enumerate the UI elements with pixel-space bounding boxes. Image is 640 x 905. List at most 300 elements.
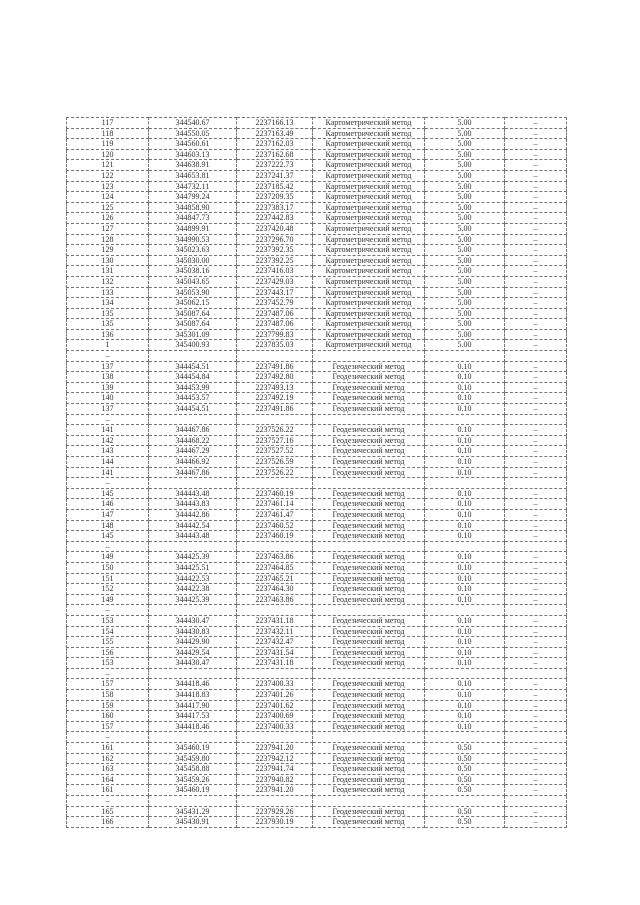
table-row [67,764,567,775]
description-cell: – [505,160,567,171]
description-cell: – [505,118,567,129]
x-coordinate-cell: 344454.51 [149,404,237,415]
x-coordinate-cell: 345062.15 [149,298,237,309]
point-number-cell: 145 [67,531,149,542]
y-coordinate-cell [237,478,313,489]
table-row [67,287,567,298]
point-number-cell: 126 [67,213,149,224]
accuracy-cell: 5.00 [425,223,505,234]
x-coordinate-cell: 344443.48 [149,531,237,542]
x-coordinate-cell [149,478,237,489]
y-coordinate-cell: 2237431.54 [237,647,313,658]
point-number-cell: 162 [67,753,149,764]
x-coordinate-cell: 345030.00 [149,255,237,266]
x-coordinate-cell: 344418.46 [149,679,237,690]
x-coordinate-cell: 344990.53 [149,234,237,245]
description-cell: – [505,170,567,181]
determination-method-cell [313,478,425,489]
y-coordinate-cell: 2237460.19 [237,531,313,542]
x-coordinate-cell: 345459.80 [149,753,237,764]
determination-method-cell: Геодезический метод [313,594,425,605]
table-row [67,467,567,478]
y-coordinate-cell: 2237526.22 [237,425,313,436]
y-coordinate-cell: 2237162.68 [237,149,313,160]
y-coordinate-cell: 2237392.25 [237,255,313,266]
determination-method-cell: Геодезический метод [313,774,425,785]
point-number-cell: – [67,796,149,807]
determination-method-cell: Геодезический метод [313,531,425,542]
x-coordinate-cell: 344453.99 [149,382,237,393]
description-cell: – [505,234,567,245]
description-cell: – [505,690,567,701]
point-number-cell: 136 [67,329,149,340]
x-coordinate-cell [149,732,237,743]
description-cell: – [505,785,567,796]
description-cell [505,796,567,807]
x-coordinate-cell: 344442.86 [149,509,237,520]
point-number-cell: 153 [67,658,149,669]
table-row [67,382,567,393]
table-row [67,817,567,828]
table-row [67,721,567,732]
y-coordinate-cell: 2237431.18 [237,658,313,669]
determination-method-cell: Геодезический метод [313,404,425,415]
table-row [67,478,567,489]
y-coordinate-cell: 2237464.30 [237,584,313,595]
description-cell: – [505,531,567,542]
determination-method-cell: Геодезический метод [313,743,425,754]
accuracy-cell: 0.10 [425,690,505,701]
point-number-cell: – [67,351,149,362]
table-row [67,658,567,669]
accuracy-cell: 0.10 [425,584,505,595]
accuracy-cell: 0.10 [425,361,505,372]
point-number-cell: 155 [67,637,149,648]
x-coordinate-cell: 344443.48 [149,488,237,499]
accuracy-cell: 0.10 [425,647,505,658]
y-coordinate-cell: 2237527.52 [237,446,313,457]
point-number-cell: 140 [67,393,149,404]
accuracy-cell: 0.10 [425,404,505,415]
accuracy-cell [425,541,505,552]
y-coordinate-cell: 2237222.73 [237,160,313,171]
y-coordinate-cell: 2237166.13 [237,118,313,129]
description-cell: – [505,202,567,213]
y-coordinate-cell: 2237941.74 [237,764,313,775]
x-coordinate-cell: 345430.91 [149,817,237,828]
description-cell: – [505,255,567,266]
point-number-cell: 156 [67,647,149,658]
description-cell: – [505,594,567,605]
determination-method-cell: Картометрический метод [313,213,425,224]
y-coordinate-cell: 2237526.59 [237,457,313,468]
accuracy-cell: 5.00 [425,308,505,319]
table-row [67,435,567,446]
determination-method-cell: Геодезический метод [313,679,425,690]
accuracy-cell: 5.00 [425,329,505,340]
y-coordinate-cell: 2237400.69 [237,711,313,722]
x-coordinate-cell [149,796,237,807]
point-number-cell: 158 [67,690,149,701]
determination-method-cell: Геодезический метод [313,499,425,510]
point-number-cell: 146 [67,499,149,510]
y-coordinate-cell: 2237492.19 [237,393,313,404]
description-cell: – [505,181,567,192]
description-cell: – [505,753,567,764]
point-number-cell: 123 [67,181,149,192]
accuracy-cell: 0.10 [425,435,505,446]
point-number-cell: 132 [67,276,149,287]
x-coordinate-cell: 344417.90 [149,700,237,711]
x-coordinate-cell: 344550.05 [149,128,237,139]
y-coordinate-cell: 2237400.33 [237,679,313,690]
point-number-cell: 166 [67,817,149,828]
x-coordinate-cell [149,605,237,616]
point-number-cell: 137 [67,404,149,415]
accuracy-cell: 0.10 [425,457,505,468]
point-number-cell: 153 [67,615,149,626]
y-coordinate-cell: 2237799.83 [237,329,313,340]
determination-method-cell: Геодезический метод [313,700,425,711]
y-coordinate-cell: 2237487.06 [237,319,313,330]
determination-method-cell: Картометрический метод [313,287,425,298]
x-coordinate-cell: 345459.26 [149,774,237,785]
determination-method-cell: Геодезический метод [313,446,425,457]
determination-method-cell: Геодезический метод [313,425,425,436]
x-coordinate-cell: 344425.39 [149,552,237,563]
point-number-cell: 161 [67,743,149,754]
determination-method-cell: Картометрический метод [313,234,425,245]
x-coordinate-cell [149,414,237,425]
y-coordinate-cell: 2237401.26 [237,690,313,701]
accuracy-cell: 5.00 [425,181,505,192]
description-cell: – [505,721,567,732]
point-number-cell: – [67,414,149,425]
point-number-cell: 141 [67,425,149,436]
accuracy-cell: 0.10 [425,467,505,478]
y-coordinate-cell: 2237392.35 [237,245,313,256]
determination-method-cell: Геодезический метод [313,361,425,372]
point-number-cell: 151 [67,573,149,584]
accuracy-cell [425,414,505,425]
description-cell: – [505,817,567,828]
description-cell: – [505,520,567,531]
determination-method-cell: Картометрический метод [313,160,425,171]
point-number-cell: 164 [67,774,149,785]
table-row [67,223,567,234]
table-row [67,213,567,224]
table-row [67,615,567,626]
point-number-cell: 131 [67,266,149,277]
determination-method-cell: Геодезический метод [313,626,425,637]
table-row [67,509,567,520]
point-number-cell: 133 [67,287,149,298]
determination-method-cell: Картометрический метод [313,329,425,340]
table-row [67,181,567,192]
point-number-cell: – [67,668,149,679]
y-coordinate-cell: 2237432.47 [237,637,313,648]
point-number-cell: 127 [67,223,149,234]
description-cell: – [505,700,567,711]
accuracy-cell: 0.10 [425,573,505,584]
point-number-cell: 117 [67,118,149,129]
description-cell [505,732,567,743]
x-coordinate-cell: 344453.57 [149,393,237,404]
x-coordinate-cell: 345023.63 [149,245,237,256]
point-number-cell: 147 [67,509,149,520]
point-number-cell: 165 [67,806,149,817]
accuracy-cell: 5.00 [425,170,505,181]
determination-method-cell: Геодезический метод [313,393,425,404]
point-number-cell: 1 [67,340,149,351]
y-coordinate-cell: 2237209.35 [237,192,313,203]
determination-method-cell: Картометрический метод [313,170,425,181]
determination-method-cell: Картометрический метод [313,223,425,234]
description-cell: – [505,509,567,520]
accuracy-cell: 0.10 [425,594,505,605]
y-coordinate-cell: 2237420.48 [237,223,313,234]
description-cell: – [505,562,567,573]
accuracy-cell: 0.50 [425,743,505,754]
determination-method-cell [313,414,425,425]
description-cell [505,351,567,362]
x-coordinate-cell: 345301.09 [149,329,237,340]
table-row [67,785,567,796]
description-cell: – [505,298,567,309]
determination-method-cell: Геодезический метод [313,467,425,478]
x-coordinate-cell: 344638.91 [149,160,237,171]
table-row [67,298,567,309]
x-coordinate-cell: 345043.65 [149,276,237,287]
accuracy-cell: 0.50 [425,785,505,796]
table-row [67,626,567,637]
description-cell: – [505,308,567,319]
determination-method-cell: Геодезический метод [313,806,425,817]
point-number-cell: 128 [67,234,149,245]
table-row [67,488,567,499]
table-row [67,160,567,171]
x-coordinate-cell: 344418.46 [149,721,237,732]
table-row [67,340,567,351]
determination-method-cell: Картометрический метод [313,118,425,129]
point-number-cell: – [67,605,149,616]
determination-method-cell: Картометрический метод [313,255,425,266]
point-number-cell: 161 [67,785,149,796]
x-coordinate-cell: 344442.54 [149,520,237,531]
table-row [67,520,567,531]
accuracy-cell: 5.00 [425,128,505,139]
accuracy-cell: 0.10 [425,531,505,542]
description-cell: – [505,213,567,224]
table-row [67,605,567,616]
table-row [67,446,567,457]
accuracy-cell: 5.00 [425,298,505,309]
table-row [67,774,567,785]
point-number-cell: – [67,541,149,552]
table-row [67,372,567,383]
y-coordinate-cell: 2237429.03 [237,276,313,287]
accuracy-cell [425,668,505,679]
determination-method-cell: Картометрический метод [313,340,425,351]
determination-method-cell: Картометрический метод [313,276,425,287]
y-coordinate-cell: 2237432.11 [237,626,313,637]
point-number-cell: 144 [67,457,149,468]
determination-method-cell: Геодезический метод [313,584,425,595]
point-number-cell: 148 [67,520,149,531]
y-coordinate-cell: 2237163.49 [237,128,313,139]
description-cell: – [505,457,567,468]
table-row [67,425,567,436]
accuracy-cell: 5.00 [425,287,505,298]
point-number-cell: 122 [67,170,149,181]
description-cell: – [505,626,567,637]
accuracy-cell: 5.00 [425,118,505,129]
point-number-cell: 130 [67,255,149,266]
x-coordinate-cell [149,351,237,362]
determination-method-cell [313,668,425,679]
determination-method-cell: Картометрический метод [313,192,425,203]
determination-method-cell: Геодезический метод [313,690,425,701]
determination-method-cell: Геодезический метод [313,711,425,722]
point-number-cell: 125 [67,202,149,213]
x-coordinate-cell: 345053.90 [149,287,237,298]
x-coordinate-cell: 345460.19 [149,785,237,796]
determination-method-cell: Картометрический метод [313,266,425,277]
x-coordinate-cell: 345400.93 [149,340,237,351]
table-row [67,192,567,203]
x-coordinate-cell: 344429.54 [149,647,237,658]
accuracy-cell: 0.10 [425,509,505,520]
y-coordinate-cell: 2237942.12 [237,753,313,764]
point-number-cell: 129 [67,245,149,256]
determination-method-cell: Геодезический метод [313,562,425,573]
accuracy-cell: 0.10 [425,721,505,732]
description-cell: – [505,372,567,383]
y-coordinate-cell: 2237185.42 [237,181,313,192]
x-coordinate-cell: 344653.81 [149,170,237,181]
description-cell: – [505,223,567,234]
x-coordinate-cell: 344430.47 [149,658,237,669]
x-coordinate-cell: 344430.47 [149,615,237,626]
point-number-cell: 154 [67,626,149,637]
document-page [66,117,566,828]
x-coordinate-cell: 344417.53 [149,711,237,722]
accuracy-cell: 0.10 [425,626,505,637]
table-row [67,732,567,743]
description-cell: – [505,743,567,754]
y-coordinate-cell: 2237491.86 [237,361,313,372]
y-coordinate-cell: 2237487.06 [237,308,313,319]
y-coordinate-cell [237,796,313,807]
table-row [67,700,567,711]
determination-method-cell: Геодезический метод [313,615,425,626]
accuracy-cell: 5.00 [425,139,505,150]
x-coordinate-cell: 344858.90 [149,202,237,213]
table-row [67,562,567,573]
x-coordinate-cell: 344418.83 [149,690,237,701]
x-coordinate-cell: 344467.86 [149,467,237,478]
table-row [67,594,567,605]
accuracy-cell: 0.10 [425,488,505,499]
table-row [67,711,567,722]
description-cell: – [505,552,567,563]
determination-method-cell [313,605,425,616]
point-number-cell: 142 [67,435,149,446]
point-number-cell: – [67,478,149,489]
y-coordinate-cell: 2237460.52 [237,520,313,531]
accuracy-cell [425,732,505,743]
table-row [67,573,567,584]
y-coordinate-cell: 2237416.03 [237,266,313,277]
accuracy-cell [425,351,505,362]
description-cell: – [505,329,567,340]
table-row [67,668,567,679]
x-coordinate-cell: 344454.84 [149,372,237,383]
table-row [67,541,567,552]
accuracy-cell: 0.10 [425,382,505,393]
description-cell: – [505,615,567,626]
accuracy-cell: 5.00 [425,234,505,245]
point-number-cell: 163 [67,764,149,775]
description-cell: – [505,382,567,393]
description-cell: – [505,149,567,160]
accuracy-cell: 0.10 [425,615,505,626]
point-number-cell: – [67,732,149,743]
accuracy-cell: 0.10 [425,552,505,563]
description-cell: – [505,806,567,817]
y-coordinate-cell: 2237940.82 [237,774,313,785]
table-row [67,234,567,245]
x-coordinate-cell: 344466.92 [149,457,237,468]
table-row [67,351,567,362]
determination-method-cell: Геодезический метод [313,817,425,828]
y-coordinate-cell: 2237493.13 [237,382,313,393]
table-row [67,266,567,277]
table-row [67,690,567,701]
coordinates-table [66,117,567,828]
x-coordinate-cell: 344454.51 [149,361,237,372]
y-coordinate-cell: 2237452.79 [237,298,313,309]
point-number-cell: 139 [67,382,149,393]
accuracy-cell: 5.00 [425,149,505,160]
x-coordinate-cell: 345087.64 [149,308,237,319]
determination-method-cell: Геодезический метод [313,658,425,669]
determination-method-cell: Геодезический метод [313,785,425,796]
y-coordinate-cell: 2237527.16 [237,435,313,446]
x-coordinate-cell: 345431.29 [149,806,237,817]
x-coordinate-cell: 344429.90 [149,637,237,648]
description-cell: – [505,425,567,436]
table-row [67,276,567,287]
table-row [67,806,567,817]
y-coordinate-cell: 2237162.03 [237,139,313,150]
table-row [67,170,567,181]
description-cell: – [505,467,567,478]
description-cell: – [505,276,567,287]
accuracy-cell: 5.00 [425,276,505,287]
point-number-cell: 134 [67,298,149,309]
point-number-cell: 143 [67,446,149,457]
accuracy-cell: 0.10 [425,499,505,510]
table-row [67,457,567,468]
description-cell: – [505,435,567,446]
table-row [67,647,567,658]
y-coordinate-cell [237,351,313,362]
accuracy-cell: 0.10 [425,637,505,648]
y-coordinate-cell: 2237461.14 [237,499,313,510]
accuracy-cell: 5.00 [425,202,505,213]
point-number-cell: 135 [67,308,149,319]
